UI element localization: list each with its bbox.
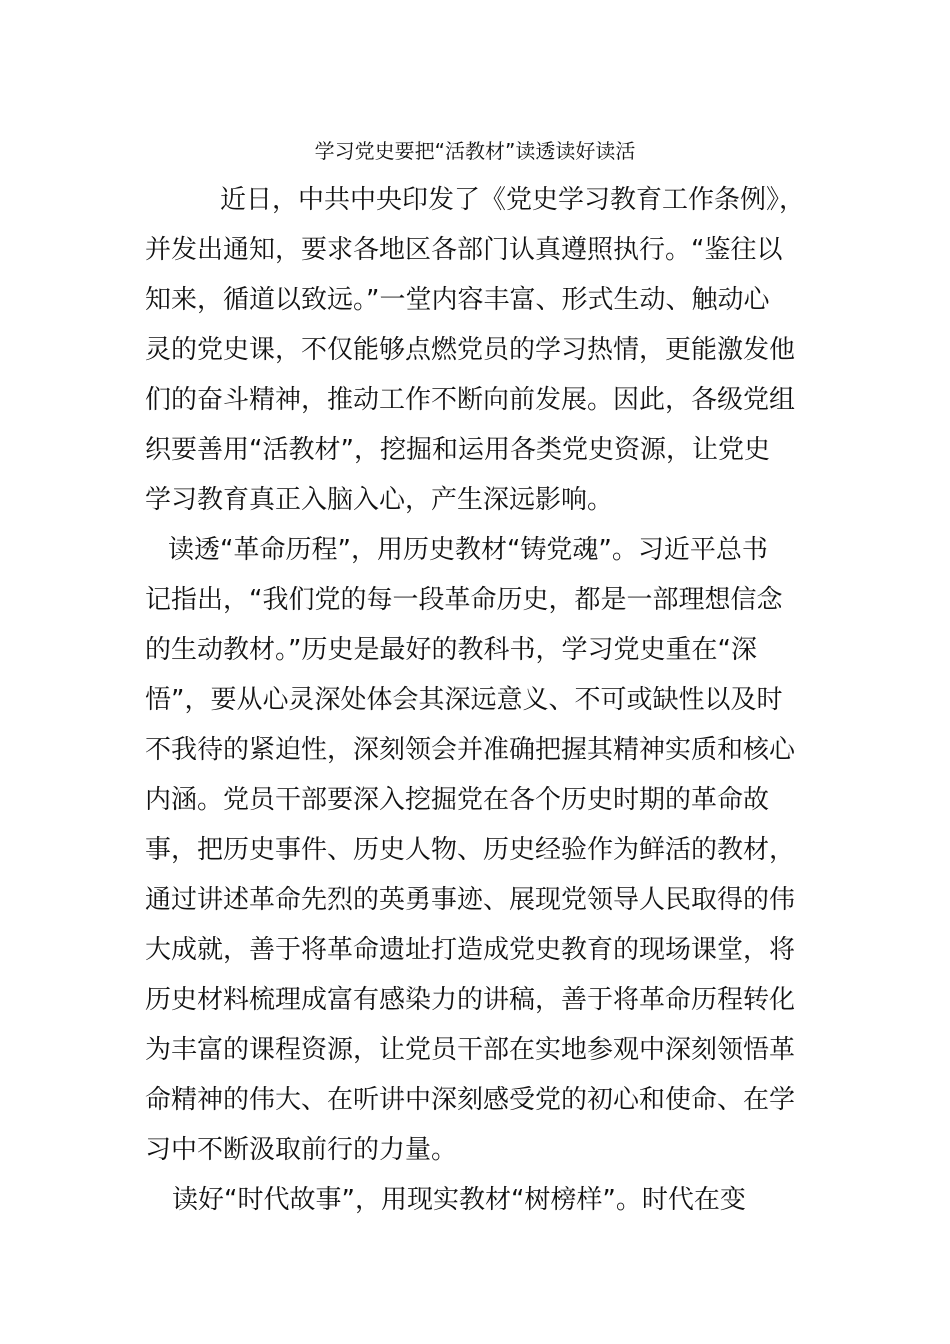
body-line: 悟”，要从心灵深处体会其深远意义、不可或缺性以及时 xyxy=(145,685,783,715)
body-line: 记指出，“我们党的每一段革命历史，都是一部理想信念 xyxy=(145,585,783,615)
body-line: 命精神的伟大、在听讲中深刻感受党的初心和使命、在学 xyxy=(145,1085,796,1115)
body-line: 为丰富的课程资源，让党员干部在实地参观中深刻领悟革 xyxy=(145,1035,796,1065)
body-line: 的生动教材。”历史是最好的教科书，学习党史重在“深 xyxy=(145,635,757,665)
body-line: 读好“时代故事”，用现实教材“树榜样”。时代在变 xyxy=(172,1185,746,1215)
body-line: 通过讲述革命先烈的英勇事迹、展现党领导人民取得的伟 xyxy=(145,885,796,915)
body-line: 灵的党史课，不仅能够点燃党员的学习热情，更能激发他 xyxy=(145,335,796,365)
body-line: 近日，中共中央印发了《党史学习教育工作条例》， xyxy=(220,185,806,215)
body-line: 并发出通知，要求各地区各部门认真遵照执行。“鉴往以 xyxy=(145,235,783,265)
body-line: 内涵。党员干部要深入挖掘党在各个历史时期的革命故 xyxy=(145,785,770,815)
body-line: 事，把历史事件、历史人物、历史经验作为鲜活的教材， xyxy=(145,835,796,865)
body-line: 习中不断汲取前行的力量。 xyxy=(145,1135,458,1165)
body-line: 不我待的紧迫性，深刻领会并准确把握其精神实质和核心 xyxy=(145,735,796,765)
body-line: 历史材料梳理成富有感染力的讲稿，善于将革命历程转化 xyxy=(145,985,796,1015)
body-line: 知来，循道以致远。”一堂内容丰富、形式生动、触动心 xyxy=(145,285,770,315)
body-line: 大成就，善于将革命遗址打造成党史教育的现场课堂，将 xyxy=(145,935,796,965)
body-line: 学习教育真正入脑入心，产生深远影响。 xyxy=(145,485,614,515)
body-line: 们的奋斗精神，推动工作不断向前发展。因此，各级党组 xyxy=(145,385,796,415)
body-line: 织要善用“活教材”，挖掘和运用各类党史资源，让党史 xyxy=(145,435,770,465)
body-line: 读透“革命历程”，用历史教材“铸党魂”。习近平总书 xyxy=(168,535,768,565)
document-title: 学习党史要把“活教材”读透读好读活 xyxy=(314,139,636,163)
